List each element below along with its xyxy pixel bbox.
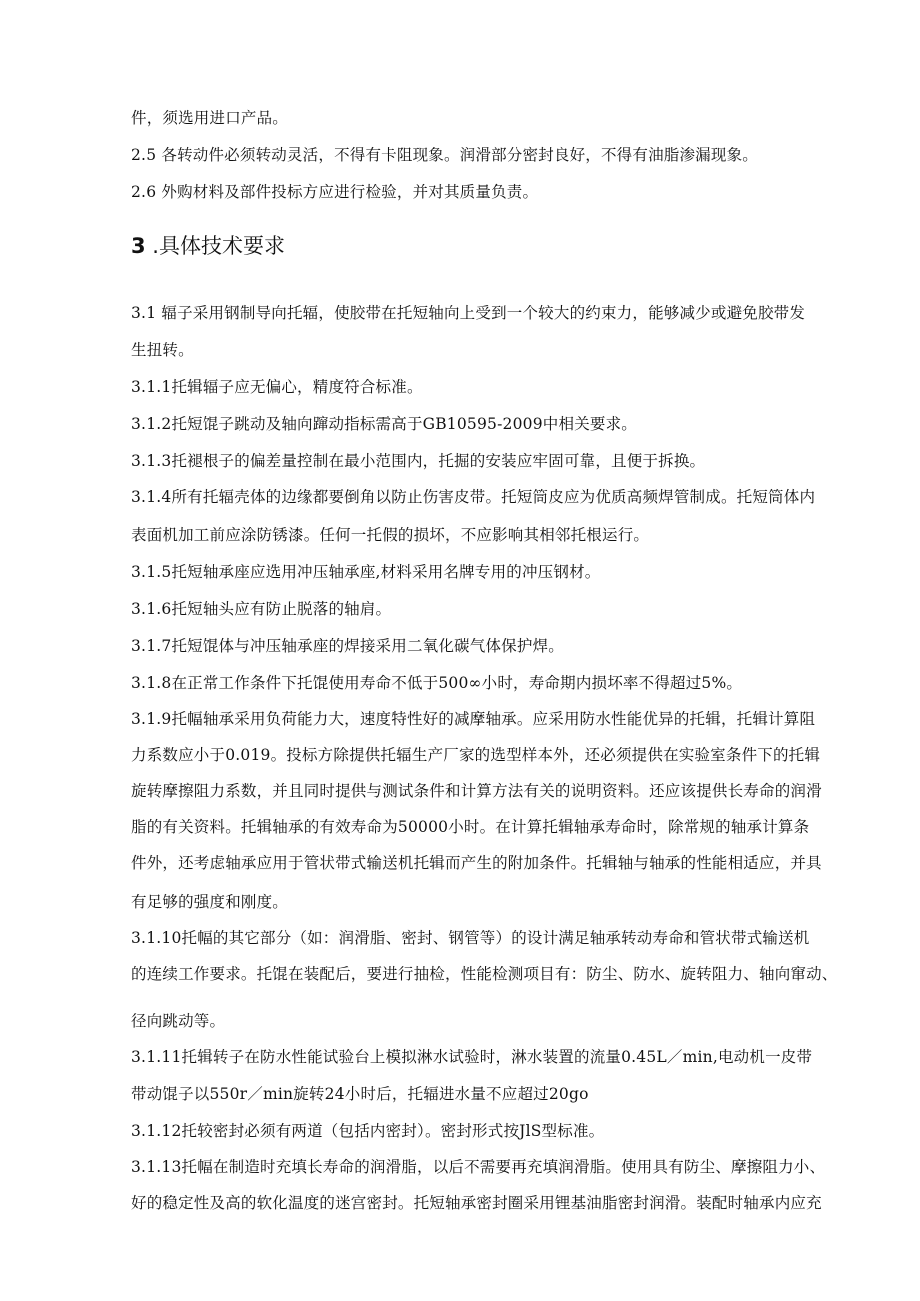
text-line: 3.1.11托辑转子在防水性能试验台上模拟淋水试验时，淋水装置的流量0.45L／min,电动机一皮带 <box>131 1048 813 1066</box>
text-line: 生扭转。 <box>131 341 194 359</box>
text-line: 件，须选用进口产品。 <box>131 109 289 127</box>
text-line: 3.1.5托短轴承座应选用冲压轴承座,材料采用名牌专用的冲压钢材。 <box>131 563 601 581</box>
text-line: 表面机加工前应涂防锈漆。任何一托假的损坏，不应影响其相邻托根运行。 <box>131 526 650 544</box>
text-line: 3.1.2托短馄子跳动及轴向蹿动指标需高于GB10595-2009中相关要求。 <box>131 415 638 433</box>
section-heading <box>131 233 285 259</box>
text-line: 3.1.9托幅轴承采用负荷能力大，速度特性好的减摩轴承。应采用防水性能优异的托辑，托辑计算阻 <box>131 710 816 728</box>
text-line: 3.1.6托短轴头应有防止脱落的轴肩。 <box>131 600 392 618</box>
text-line: 的连续工作要求。托馄在装配后，要进行抽检，性能检测项目有：防尘、防水、旋转阻力、轴向窜动、 <box>131 965 838 983</box>
text-line: 脂的有关资料。托辑轴承的有效寿命为50000小时。在计算托辑轴承寿命时，除常规的轴承计算条 <box>131 818 810 836</box>
text-line: 2.6 外购材料及部件投标方应进行检验，并对其质量负责。 <box>131 183 539 201</box>
text-line: 2.5 各转动件必须转动灵活，不得有卡阻现象。润滑部分密封良好，不得有油脂渗漏现象。 <box>131 146 758 164</box>
text-line: 力系数应小于0.019。投标方除提供托辐生产厂家的选型样本外，还必须提供在实验室条件下的托辑 <box>131 746 821 764</box>
text-line: 3.1.1托辑辐子应无偏心，精度符合标准。 <box>131 378 423 396</box>
section-number: 3 <box>131 234 146 258</box>
text-line: 件外，还考虑轴承应用于管状带式输送机托辑而产生的附加条件。托辑轴与轴承的性能相适应，并具 <box>131 854 822 872</box>
text-line: 3.1.13托幅在制造时充填长寿命的润滑脂，以后不需要再充填润滑脂。使用具有防尘、摩擦阻力小、 <box>131 1158 826 1176</box>
text-line: 有足够的强度和刚度。 <box>131 893 289 911</box>
text-line: 3.1.12托较密封必须有两道（包括内密封）。密封形式按JlS型标准。 <box>131 1122 605 1140</box>
text-line: 好的稳定性及高的软化温度的迷宫密封。托短轴承密封圈采用锂基油脂密封润滑。装配时轴承内应充 <box>131 1194 822 1212</box>
text-line: 3.1.4所有托辐壳体的边缘都要倒角以防止伤害皮带。托短筒皮应为优质高频焊管制成。托短筒体内 <box>131 488 816 506</box>
text-line: 3.1.8在正常工作条件下托馄使用寿命不低于500∞小时，寿命期内损坏率不得超过5%。 <box>131 674 743 692</box>
text-line: 径向跳动等。 <box>131 1012 226 1030</box>
text-line: 旋转摩擦阻力系数，并且同时提供与测试条件和计算方法有关的说明资料。还应该提供长寿命的润滑 <box>131 782 822 800</box>
text-line: 3.1 辐子采用钢制导向托辐，使胶带在托短轴向上受到一个较大的约束力，能够减少或避免胶带发 <box>131 304 806 322</box>
text-line: 3.1.7托短馄体与冲压轴承座的焊接采用二氧化碳气体保护焊。 <box>131 637 564 655</box>
section-title: .具体技术要求 <box>145 234 285 258</box>
text-line: 3.1.10托幅的其它部分（如：润滑脂、密封、钢管等）的设计满足轴承转动寿命和管状带式输送机 <box>131 929 810 947</box>
text-line: 带动馄子以550r／min旋转24小时后，托辐进水量不应超过20go <box>131 1085 589 1103</box>
text-line: 3.1.3托褪根子的偏差量控制在最小范围内，托掘的安装应牢固可靠，且便于拆换。 <box>131 452 706 470</box>
